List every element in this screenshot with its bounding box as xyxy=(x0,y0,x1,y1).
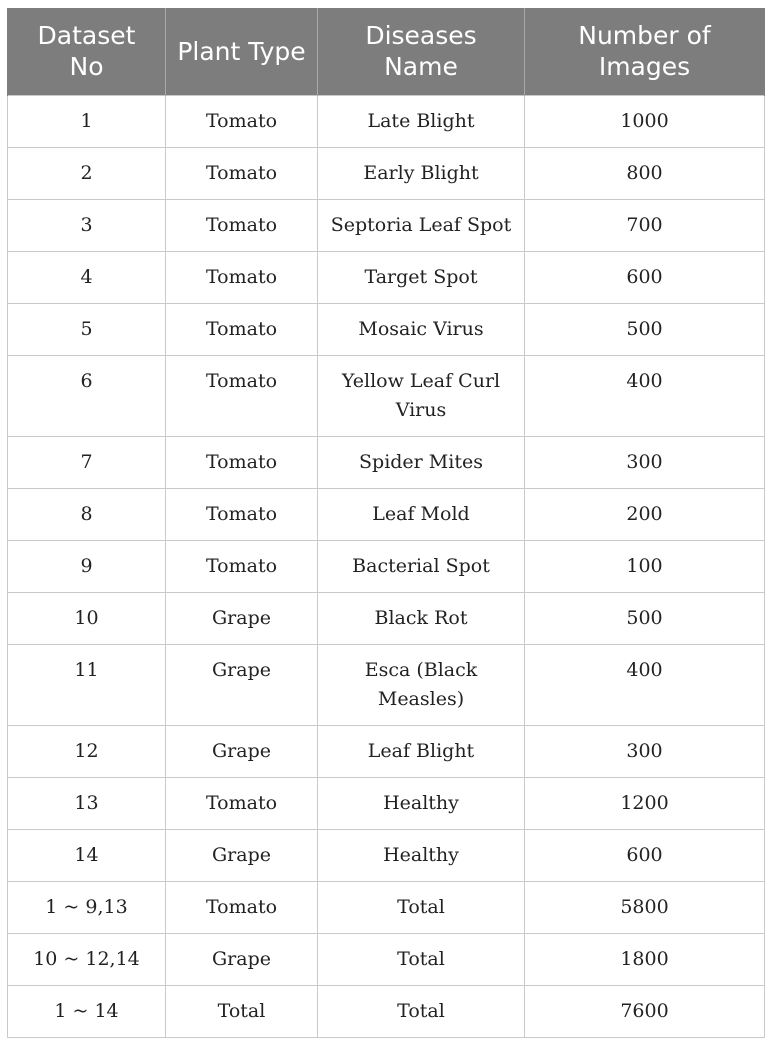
cell-disease-name: Early Blight xyxy=(318,147,525,199)
cell-disease-name: Leaf Blight xyxy=(318,725,525,777)
table-row xyxy=(8,95,765,147)
dataset-table-container xyxy=(7,8,764,1038)
cell-disease-name: Mosaic Virus xyxy=(318,303,525,355)
cell-disease-name: Healthy xyxy=(318,777,525,829)
table-header xyxy=(8,8,765,95)
table-row xyxy=(8,777,765,829)
cell-image-count: 1200 xyxy=(525,777,765,829)
dataset-table xyxy=(7,8,765,1038)
cell-dataset-no: 2 xyxy=(8,147,166,199)
header-row xyxy=(8,8,765,95)
cell-dataset-no: 10 ~ 12,14 xyxy=(8,933,166,985)
cell-disease-name: Target Spot xyxy=(318,251,525,303)
cell-plant-type: Grape xyxy=(166,592,318,644)
cell-plant-type: Tomato xyxy=(166,777,318,829)
cell-plant-type: Grape xyxy=(166,933,318,985)
table-row xyxy=(8,829,765,881)
cell-plant-type: Tomato xyxy=(166,881,318,933)
cell-dataset-no: 4 xyxy=(8,251,166,303)
header-number-of-images: Number of Images xyxy=(525,8,765,95)
table-row xyxy=(8,147,765,199)
cell-disease-name: Esca (Black Measles) xyxy=(318,644,525,725)
table-row xyxy=(8,644,765,725)
cell-plant-type: Grape xyxy=(166,644,318,725)
cell-plant-type: Tomato xyxy=(166,95,318,147)
cell-plant-type: Grape xyxy=(166,829,318,881)
cell-image-count: 100 xyxy=(525,540,765,592)
table-row xyxy=(8,355,765,436)
cell-image-count: 500 xyxy=(525,303,765,355)
cell-disease-name: Late Blight xyxy=(318,95,525,147)
table-row xyxy=(8,540,765,592)
cell-disease-name: Bacterial Spot xyxy=(318,540,525,592)
cell-plant-type: Grape xyxy=(166,725,318,777)
cell-dataset-no: 3 xyxy=(8,199,166,251)
table-body xyxy=(8,95,765,1037)
cell-dataset-no: 10 xyxy=(8,592,166,644)
cell-image-count: 400 xyxy=(525,355,765,436)
cell-dataset-no: 13 xyxy=(8,777,166,829)
cell-disease-name: Black Rot xyxy=(318,592,525,644)
table-row xyxy=(8,303,765,355)
cell-dataset-no: 1 ~ 9,13 xyxy=(8,881,166,933)
cell-disease-name: Total xyxy=(318,985,525,1037)
table-row xyxy=(8,199,765,251)
header-plant-type: Plant Type xyxy=(166,8,318,95)
cell-image-count: 1800 xyxy=(525,933,765,985)
cell-disease-name: Spider Mites xyxy=(318,436,525,488)
cell-image-count: 7600 xyxy=(525,985,765,1037)
cell-image-count: 5800 xyxy=(525,881,765,933)
cell-dataset-no: 12 xyxy=(8,725,166,777)
cell-plant-type: Tomato xyxy=(166,355,318,436)
cell-image-count: 600 xyxy=(525,829,765,881)
header-dataset-no: Dataset No xyxy=(8,8,166,95)
cell-plant-type: Tomato xyxy=(166,147,318,199)
cell-dataset-no: 1 ~ 14 xyxy=(8,985,166,1037)
cell-disease-name: Total xyxy=(318,933,525,985)
cell-image-count: 300 xyxy=(525,725,765,777)
table-row xyxy=(8,251,765,303)
cell-disease-name: Total xyxy=(318,881,525,933)
cell-disease-name: Septoria Leaf Spot xyxy=(318,199,525,251)
cell-dataset-no: 6 xyxy=(8,355,166,436)
cell-disease-name: Healthy xyxy=(318,829,525,881)
cell-image-count: 600 xyxy=(525,251,765,303)
cell-image-count: 200 xyxy=(525,488,765,540)
cell-disease-name: Leaf Mold xyxy=(318,488,525,540)
header-diseases-name: Diseases Name xyxy=(318,8,525,95)
cell-plant-type: Tomato xyxy=(166,303,318,355)
cell-plant-type: Tomato xyxy=(166,199,318,251)
cell-image-count: 1000 xyxy=(525,95,765,147)
table-row-subtotal xyxy=(8,933,765,985)
cell-plant-type: Total xyxy=(166,985,318,1037)
table-row xyxy=(8,592,765,644)
cell-image-count: 800 xyxy=(525,147,765,199)
table-row xyxy=(8,436,765,488)
table-row-subtotal xyxy=(8,881,765,933)
cell-image-count: 300 xyxy=(525,436,765,488)
cell-plant-type: Tomato xyxy=(166,436,318,488)
cell-dataset-no: 11 xyxy=(8,644,166,725)
cell-image-count: 700 xyxy=(525,199,765,251)
cell-image-count: 500 xyxy=(525,592,765,644)
cell-image-count: 400 xyxy=(525,644,765,725)
table-row-total xyxy=(8,985,765,1037)
cell-plant-type: Tomato xyxy=(166,488,318,540)
table-row xyxy=(8,488,765,540)
cell-disease-name: Yellow Leaf Curl Virus xyxy=(318,355,525,436)
cell-dataset-no: 14 xyxy=(8,829,166,881)
cell-plant-type: Tomato xyxy=(166,540,318,592)
cell-dataset-no: 1 xyxy=(8,95,166,147)
cell-plant-type: Tomato xyxy=(166,251,318,303)
cell-dataset-no: 5 xyxy=(8,303,166,355)
cell-dataset-no: 9 xyxy=(8,540,166,592)
cell-dataset-no: 7 xyxy=(8,436,166,488)
table-row xyxy=(8,725,765,777)
cell-dataset-no: 8 xyxy=(8,488,166,540)
